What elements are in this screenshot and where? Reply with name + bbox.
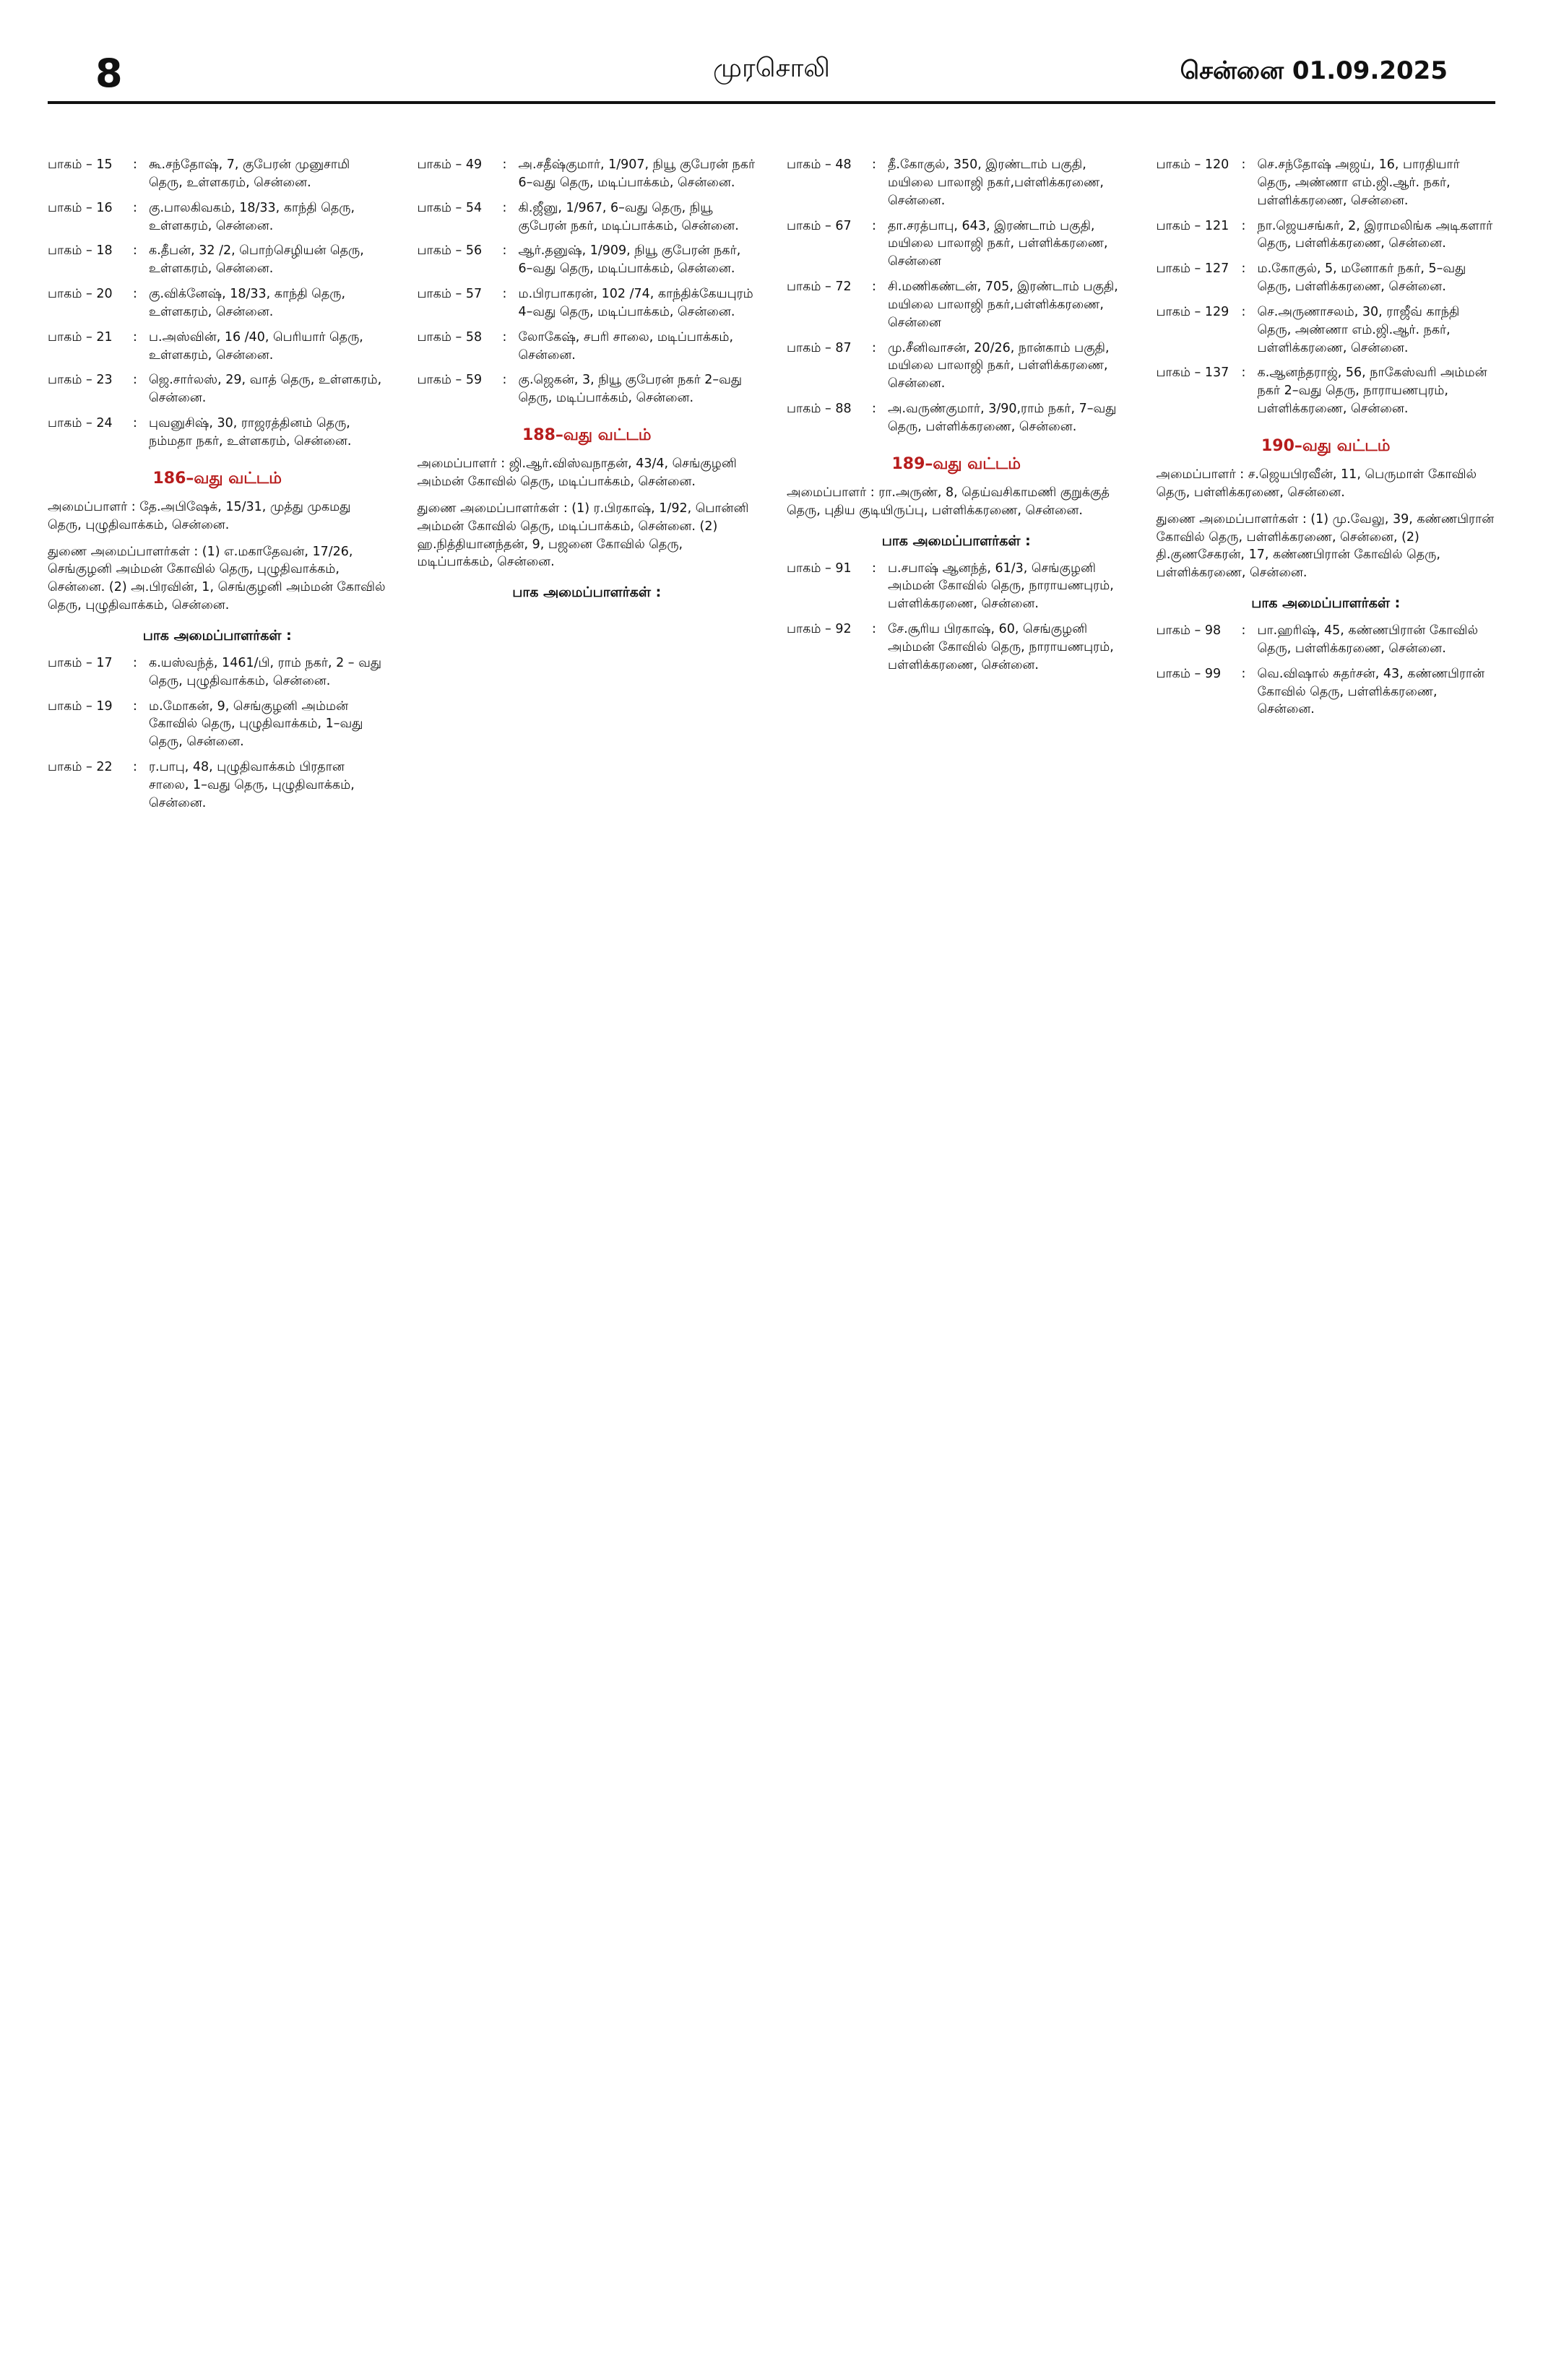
ward-entry <box>418 285 757 321</box>
ward-entry <box>787 620 1126 675</box>
ward-entry <box>48 285 387 321</box>
ward-entry <box>48 329 387 365</box>
ward-entry <box>48 415 387 451</box>
ward-entry <box>1157 665 1496 719</box>
organizer: அமைப்பாளர் : ரா.அருண், 8, தெய்வசிகாமணி குறுக்குத் தெரு, புதிய குடியிருப்பு, பள்ளிக்கரணை, சென்னை. <box>787 485 1110 518</box>
entry-key: பாகம் – 67 <box>787 218 852 233</box>
entry-sep: : <box>872 622 876 637</box>
ward-entry <box>787 339 1126 394</box>
entry-sep: : <box>502 373 507 388</box>
entry-key: பாகம் – 88 <box>787 402 852 417</box>
entry-value: ம.கோகுல், 5, மனோகர் நகர், 5–வது தெரு, பள்ளிக்கரணை, சென்னை. <box>1257 261 1466 295</box>
ward-heading: 186–வது வட்டம் <box>152 469 282 488</box>
entry-sep: : <box>1241 157 1246 172</box>
ward-entry <box>787 278 1126 332</box>
column-4 <box>1157 156 1496 820</box>
section-heading: பாக அமைப்பாளர்கள் : <box>512 584 662 601</box>
entry-key: பாகம் – 57 <box>417 287 483 302</box>
entry-key: பாகம் – 56 <box>417 243 483 259</box>
entry-value: செ.சந்தோஷ் அஜய், 16, பாரதியார் தெரு, அண்ணா எம்.ஜி.ஆர். நகர், பள்ளிக்கரணை, சென்னை. <box>1257 157 1460 208</box>
ward-heading: 189–வது வட்டம் <box>891 454 1021 473</box>
ward-entry <box>48 199 387 235</box>
ward-heading: 190–வது வட்டம் <box>1261 436 1391 455</box>
ward-entry <box>787 217 1126 272</box>
entry-key: பாகம் – 22 <box>48 760 113 775</box>
entry-key: பாகம் – 92 <box>787 622 852 637</box>
entry-key: பாகம் – 23 <box>48 373 113 388</box>
entry-value: அ.சதீஷ்குமார், 1/907, நியூ குபேரன் நகர் 6–வது தெரு, மடிப்பாக்கம், சென்னை. <box>518 157 756 190</box>
entry-value: ஆர்.தனுஷ், 1/909, நியூ குபேரன் நகர், 6–வது தெரு, மடிப்பாக்கம், சென்னை. <box>518 243 741 277</box>
entry-sep: : <box>502 243 507 259</box>
entry-key: பாகம் – 59 <box>417 373 483 388</box>
entry-key: பாகம் – 15 <box>48 157 113 172</box>
section-heading: பாக அமைப்பாளர்கள் : <box>142 627 292 644</box>
ward-entry <box>418 371 757 407</box>
organizer: அமைப்பாளர் : ஜி.ஆர்.விஸ்வநாதன், 43/4, செங்குழனி அம்மன் கோவில் தெரு, மடிப்பாக்கம், சென்னை. <box>417 456 737 489</box>
entry-key: பாகம் – 49 <box>417 157 483 172</box>
entry-key: பாகம் – 19 <box>48 698 113 714</box>
entry-value: தீ.கோகுல், 350, இரண்டாம் பகுதி, மயிலை பாலாஜி நகர்,பள்ளிக்கரணை, சென்னை. <box>888 157 1104 208</box>
entry-value: சி.மணிகண்டன், 705, இரண்டாம் பகுதி, மயிலை பாலாஜி நகர்,பள்ளிக்கரணை, சென்னை <box>888 280 1118 330</box>
entry-key: பாகம் – 120 <box>1156 157 1229 172</box>
entry-value: தா.சரத்பாபு, 643, இரண்டாம் பகுதி, மயிலை பாலாஜி நகர், பள்ளிக்கரணை, சென்னை <box>888 218 1108 269</box>
entry-sep: : <box>502 200 507 215</box>
entry-value: சே.சூரிய பிரகாஷ், 60, செங்குழனி அம்மன் கோவில் தெரு, நாராயணபுரம், பள்ளிக்கரணை, சென்னை. <box>888 622 1114 672</box>
dateline: சென்னை 01.09.2025 <box>1180 56 1448 85</box>
entry-value: கூ.சந்தோஷ், 7, குபேரன் முனுசாமி தெரு, உள்ளகரம், சென்னை. <box>149 157 350 190</box>
entry-key: பாகம் – 48 <box>787 157 852 172</box>
entry-sep: : <box>1241 218 1246 233</box>
entry-key: பாகம் – 121 <box>1156 218 1229 233</box>
entry-key: பாகம் – 129 <box>1156 304 1229 319</box>
entry-key: பாகம் – 91 <box>787 561 852 576</box>
ward-entry <box>1157 260 1496 296</box>
entry-sep: : <box>133 200 137 215</box>
entry-key: பாகம் – 99 <box>1156 666 1222 681</box>
ward-entry <box>48 371 387 407</box>
column-2 <box>418 156 757 820</box>
entry-sep: : <box>872 157 876 172</box>
ward-entry <box>418 242 757 278</box>
entry-value: லோகேஷ், சபரி சாலை, மடிப்பாக்கம், சென்னை. <box>518 329 734 363</box>
ward-entry <box>48 758 387 813</box>
paper-name: முரசொலி <box>713 53 830 83</box>
entry-value: கு.ஜெகன், 3, நியூ குபேரன் நகர் 2–வது தெரு, மடிப்பாக்கம், சென்னை. <box>518 373 743 406</box>
ward-entry <box>48 242 387 278</box>
entry-sep: : <box>1241 261 1246 277</box>
entry-value: கு.பாலகிவகம், 18/33, காந்தி தெரு, உள்ளகரம், சென்னை. <box>149 200 355 233</box>
ward-entry <box>1157 622 1496 658</box>
column-1 <box>48 156 387 820</box>
entry-key: பாகம் – 21 <box>48 329 113 345</box>
entry-key: பாகம் – 137 <box>1156 365 1229 381</box>
page-number: 8 <box>95 51 123 96</box>
ward-entry <box>787 560 1126 614</box>
entry-sep: : <box>502 157 507 172</box>
entry-value: க.தீபன், 32 /2, பொற்செழியன் தெரு, உள்ளகரம், சென்னை. <box>149 243 364 277</box>
entry-sep: : <box>1241 304 1246 319</box>
entry-value: பா.ஹரிஷ், 45, கண்ணபிரான் கோவில் தெரு, பள்ளிக்கரணை, சென்னை. <box>1257 623 1478 656</box>
entry-sep: : <box>133 157 137 172</box>
entry-key: பாகம் – 20 <box>48 287 113 302</box>
entry-key: பாகம் – 87 <box>787 340 852 355</box>
entry-key: பாகம் – 54 <box>417 200 483 215</box>
column-3 <box>787 156 1126 820</box>
ward-entry <box>1157 156 1496 210</box>
entry-value: ப.அஸ்வின், 16 /40, பெரியார் தெரு, உள்ளகரம், சென்னை. <box>149 329 363 363</box>
entry-value: கு.விக்னேஷ், 18/33, காந்தி தெரு, உள்ளகரம், சென்னை. <box>149 287 346 319</box>
ward-entry <box>48 654 387 691</box>
ward-entry <box>48 698 387 752</box>
ward-heading: 188–வது வட்டம் <box>522 426 652 445</box>
entry-value: ஜெ.சார்லஸ், 29, வாத் தெரு, உள்ளகரம், சென்னை. <box>149 373 382 406</box>
entry-key: பாகம் – 127 <box>1156 261 1229 277</box>
entry-key: பாகம் – 16 <box>48 200 113 215</box>
ward-entry <box>418 199 757 235</box>
entry-sep: : <box>502 329 507 345</box>
entry-key: பாகம் – 58 <box>417 329 483 345</box>
entry-sep: : <box>502 287 507 302</box>
entry-sep: : <box>872 218 876 233</box>
entry-sep: : <box>1241 623 1246 639</box>
ward-entry <box>1157 303 1496 358</box>
entry-sep: : <box>133 329 137 345</box>
deputies: துணை அமைப்பாளர்கள் : (1) ர.பிரகாஷ், 1/92, பொன்னி அம்மன் கோவில் தெரு, மடிப்பாக்கம், சென்னை. (2) ஹ.நித்தியானந்தன், 9, பஜனை கோவில் தெரு, மடிப்பாக்கம், சென்னை. <box>417 501 749 570</box>
entry-sep: : <box>133 373 137 388</box>
entry-value: க.யஸ்வந்த், 1461/பி, ராம் நகர், 2 – வது தெரு, புழுதிவாக்கம், சென்னை. <box>149 655 382 688</box>
ward-entry <box>48 156 387 192</box>
entry-sep: : <box>133 698 137 714</box>
entry-sep: : <box>133 287 137 302</box>
entry-sep: : <box>1241 666 1246 681</box>
entry-key: பாகம் – 18 <box>48 243 113 259</box>
ward-entry <box>787 156 1126 210</box>
entry-key: பாகம் – 24 <box>48 416 113 431</box>
entry-sep: : <box>872 402 876 417</box>
section-heading: பாக அமைப்பாளர்கள் : <box>1251 595 1401 612</box>
columns <box>48 156 1495 820</box>
entry-value: புவனுசிஷ், 30, ராஜரத்தினம் தெரு, நம்மதா நகர், உள்ளகரம், சென்னை. <box>149 416 352 449</box>
entry-sep: : <box>1241 365 1246 381</box>
entry-value: நா.ஜெயசங்கர், 2, இராமலிங்க அடிகளார் தெரு, பள்ளிக்கரணை, சென்னை. <box>1257 218 1493 251</box>
entry-value: வெ.விஷால் சுதர்சன், 43, கண்ணபிரான் கோவில் தெரு, பள்ளிக்கரணை, சென்னை. <box>1257 666 1485 717</box>
entry-value: ம.பிரபாகரன், 102 /74, காந்திக்கேயபுரம் 4–வது தெரு, மடிப்பாக்கம், சென்னை. <box>518 287 753 319</box>
entry-sep: : <box>872 561 876 576</box>
entry-sep: : <box>872 340 876 355</box>
deputies: துணை அமைப்பாளர்கள் : (1) எ.மகாதேவன், 17/26, செங்குழனி அம்மன் கோவில் தெரு, புழுதிவாக்கம், சென்னை. (2) அ.பிரவின், 1, செங்குழனி அம்மன் கோவில் தெரு, புழுதிவாக்கம், சென்னை. <box>48 544 386 613</box>
organizer: அமைப்பாளர் : தே.அபிஷேக், 15/31, முத்து முகமது தெரு, புழுதிவாக்கம், சென்னை. <box>48 499 351 532</box>
entry-value: செ.அருணாசலம், 30, ராஜீவ் காந்தி தெரு, அண்ணா எம்.ஜி.ஆர். நகர், பள்ளிக்கரணை, சென்னை. <box>1257 304 1460 355</box>
ward-entry <box>787 400 1126 436</box>
entry-key: பாகம் – 17 <box>48 655 113 670</box>
entry-sep: : <box>133 655 137 670</box>
entry-sep: : <box>872 280 876 295</box>
deputies: துணை அமைப்பாளர்கள் : (1) மு.வேலு, 39, கண்ணபிரான் கோவில் தெரு, பள்ளிக்கரணை, சென்னை, (2) தி.குணசேகரன், 17, கண்ணபிரான் கோவில் தெரு, பள்ளிக்கரணை, சென்னை. <box>1156 511 1495 581</box>
ward-entry <box>1157 364 1496 418</box>
entry-value: ப.சபாஷ் ஆனந்த், 61/3, செங்குழனி அம்மன் கோவில் தெரு, நாராயணபுரம், பள்ளிக்கரணை, சென்னை. <box>888 561 1114 612</box>
section-heading: பாக அமைப்பாளர்கள் : <box>881 532 1031 549</box>
entry-value: அ.வருண்குமார், 3/90,ராம் நகர், 7–வது தெரு, பள்ளிக்கரணை, சென்னை. <box>888 402 1117 434</box>
entry-value: கி.ஜீனு, 1/967, 6–வது தெரு, நியூ குபேரன் நகர், மடிப்பாக்கம், சென்னை. <box>518 200 739 233</box>
organizer: அமைப்பாளர் : ச.ஜெயபிரவீன், 11, பெருமாள் கோவில் தெரு, பள்ளிக்கரணை, சென்னை. <box>1156 467 1477 500</box>
entry-key: பாகம் – 72 <box>787 280 852 295</box>
ward-entry <box>418 329 757 365</box>
masthead <box>48 0 1495 104</box>
ward-entry <box>418 156 757 192</box>
entry-value: மு.சீனிவாசன், 20/26, நான்காம் பகுதி, மயிலை பாலாஜி நகர், பள்ளிக்கரணை, சென்னை. <box>888 340 1110 391</box>
entry-value: ர.பாபு, 48, புழுதிவாக்கம் பிரதான சாலை, 1–வது தெரு, புழுதிவாக்கம், சென்னை. <box>149 760 355 810</box>
ward-entry <box>1157 217 1496 254</box>
entry-sep: : <box>133 416 137 431</box>
entry-key: பாகம் – 98 <box>1156 623 1222 639</box>
entry-sep: : <box>133 243 137 259</box>
entry-sep: : <box>133 760 137 775</box>
entry-value: க.ஆனந்தராஜ், 56, நாகேஸ்வரி அம்மன் நகர் 2–வது தெரு, நாராயணபுரம், பள்ளிக்கரணை, சென்னை. <box>1257 365 1487 417</box>
entry-value: ம.மோகன், 9, செங்குழனி அம்மன் கோவில் தெரு, புழுதிவாக்கம், 1–வது தெரு, சென்னை. <box>149 698 363 750</box>
